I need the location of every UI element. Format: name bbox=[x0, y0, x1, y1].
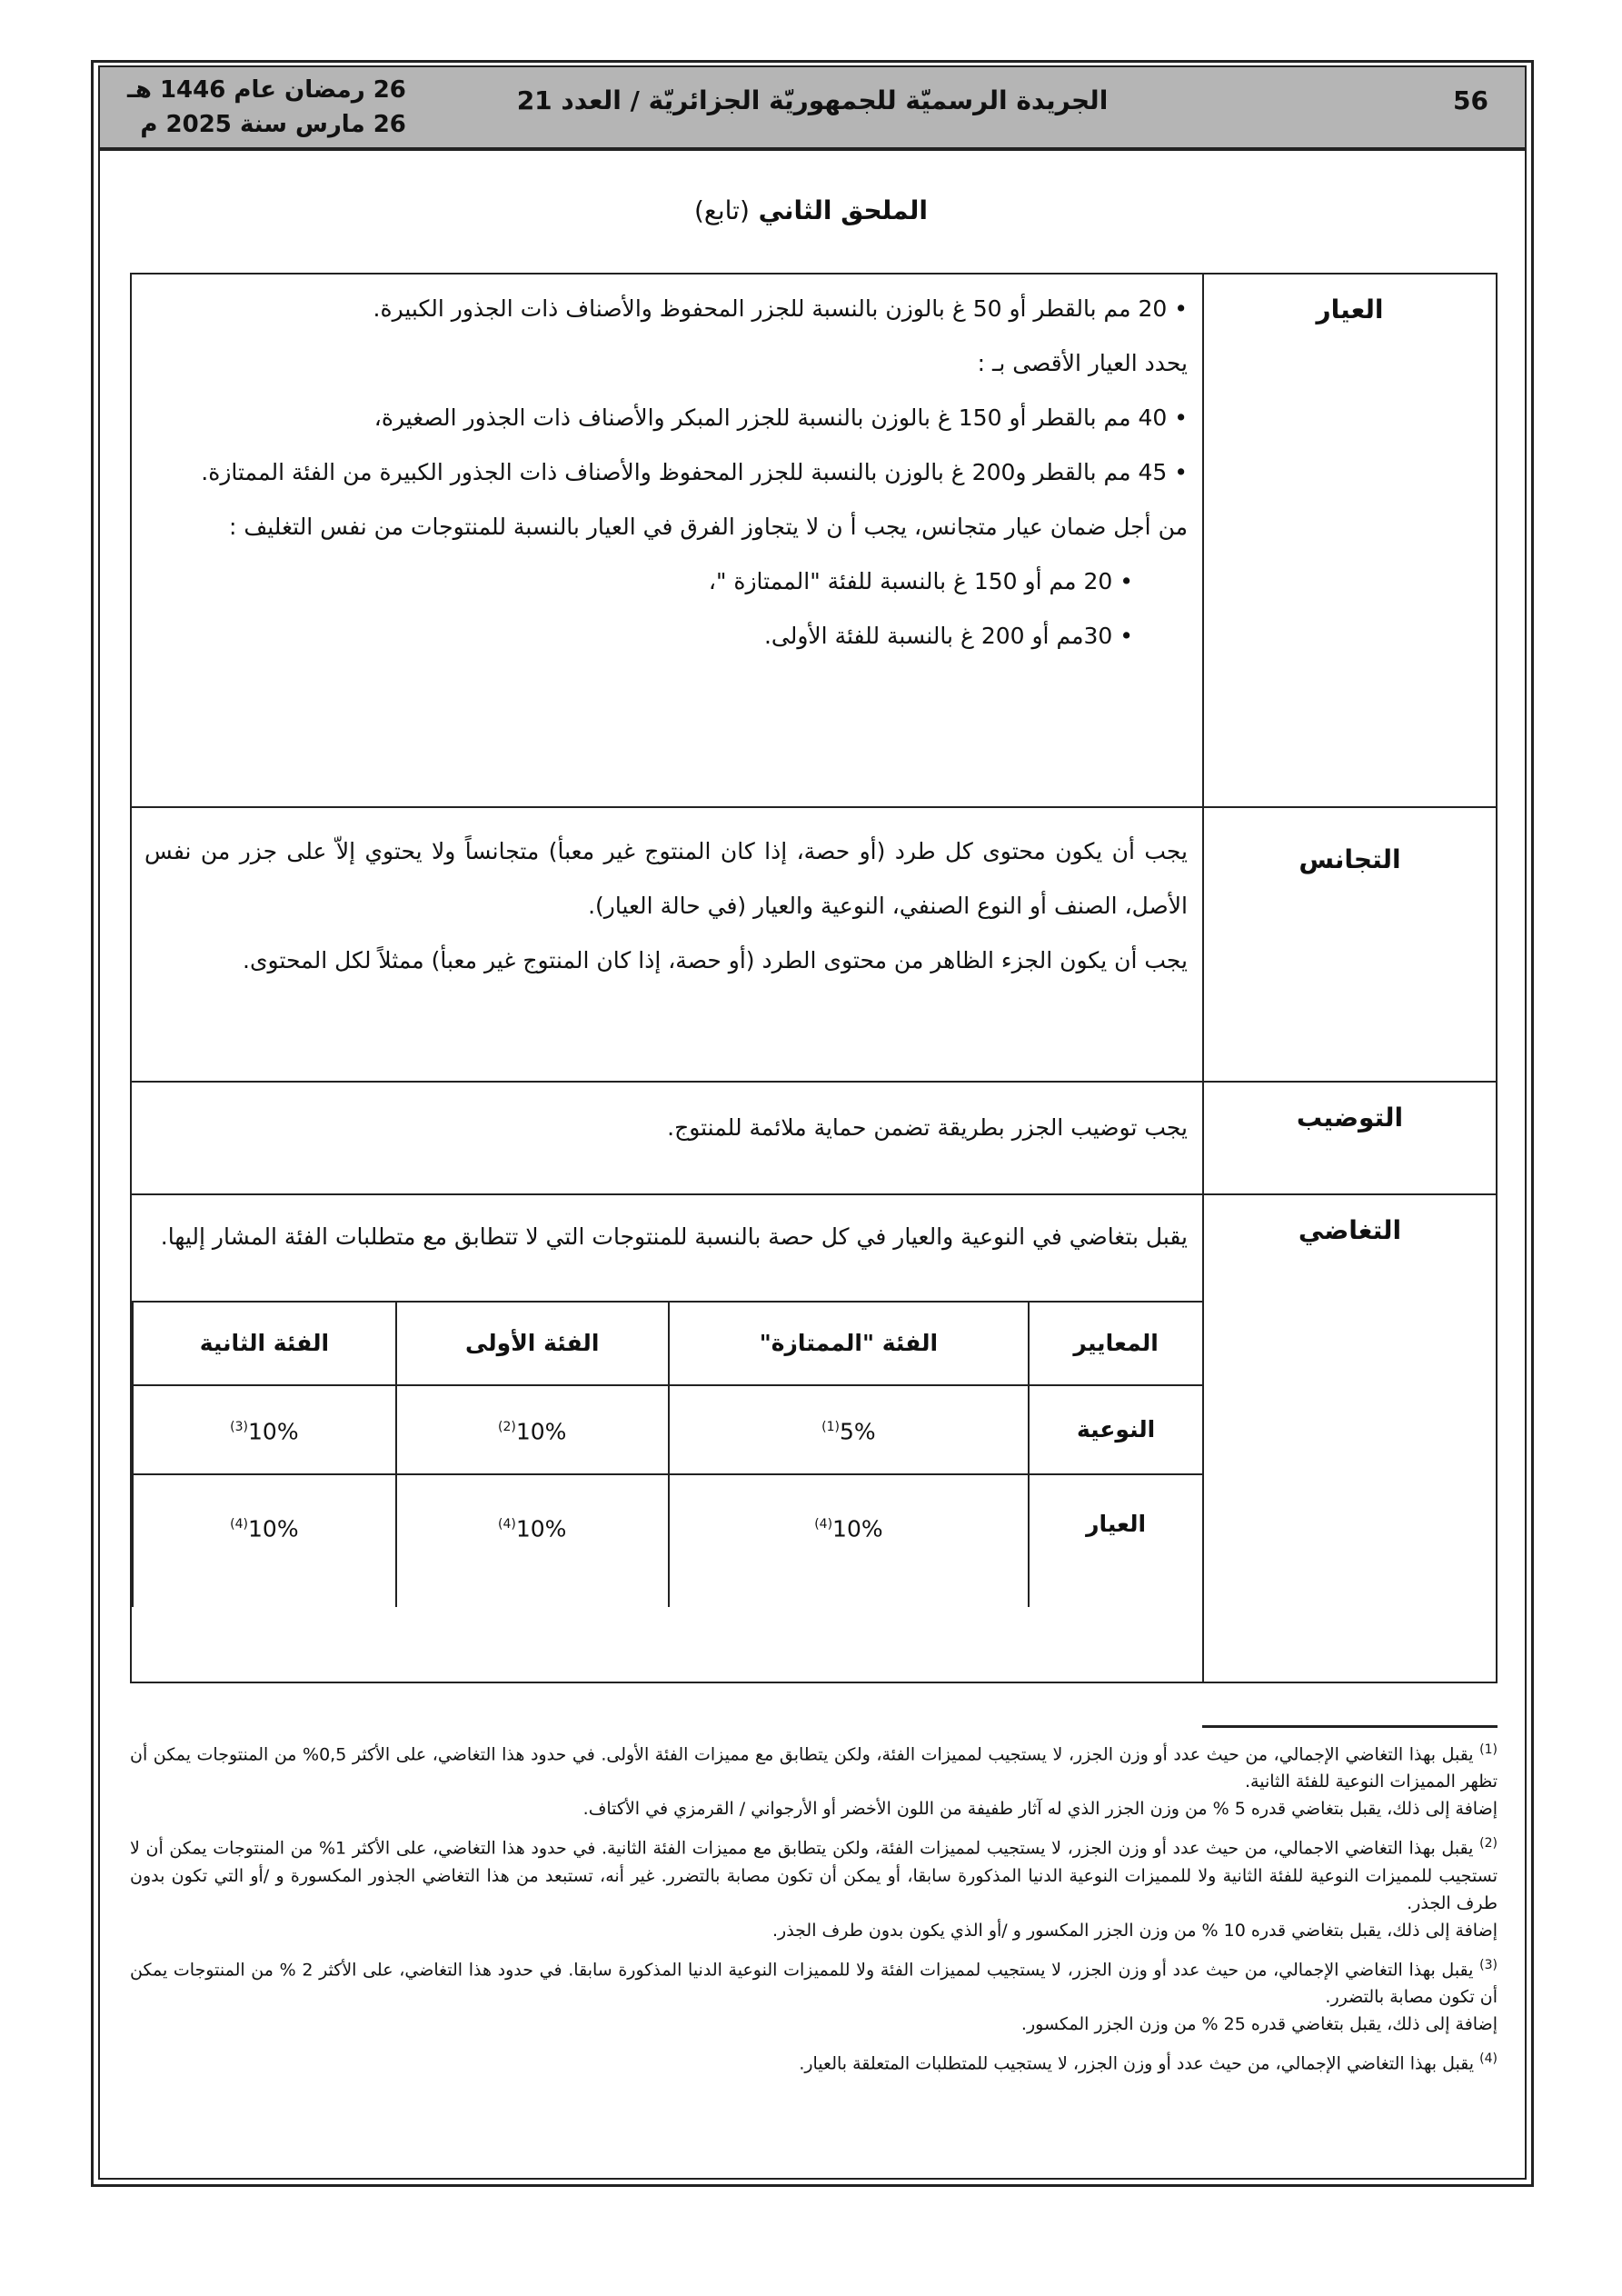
cell-value: 5% bbox=[840, 1418, 876, 1445]
issue-date bbox=[127, 73, 406, 142]
table-cell bbox=[669, 1474, 1030, 1607]
footnote-text: إضافة إلى ذلك، يقبل بتغاضي قدره 25 % من وزن الجزر المكسور. bbox=[1020, 2013, 1498, 2034]
footnote bbox=[130, 1736, 1498, 1822]
bullet-item: • 30مم أو 200 غ بالنسبة للفئة الأولى. bbox=[144, 609, 1188, 664]
cell-value: 10% bbox=[515, 1515, 567, 1542]
footnote bbox=[130, 1830, 1498, 1943]
footnote-text: إضافة إلى ذلك، يقبل بتغاضي قدره 10 % من وزن الجزر المكسور و /أو الذي يكون بدون طرف الجذر. bbox=[771, 1920, 1498, 1941]
footnote bbox=[130, 1952, 1498, 2038]
footnote-ref: (4) bbox=[230, 1517, 249, 1532]
column-header: الفئة "الممتازة" bbox=[669, 1302, 1030, 1385]
date-hijri: 26 رمضان عام 1446 هـ bbox=[127, 76, 406, 104]
row-content bbox=[132, 275, 1202, 806]
footnote-number: (2) bbox=[1479, 1836, 1498, 1852]
table-row bbox=[133, 1385, 1202, 1474]
table-header-row bbox=[133, 1302, 1202, 1385]
row-header: النوعية bbox=[1029, 1385, 1202, 1474]
bullet-item: • 40 مم بالقطر أو 150 غ بالوزن بالنسبة للجزر المبكر والأصناف ذات الجذور الصغيرة، bbox=[144, 391, 1188, 445]
gazette-title: الجريدة الرسميّة للجمهوريّة الجزائريّة / العدد 21 bbox=[516, 85, 1109, 115]
cell-value: 10% bbox=[515, 1418, 567, 1445]
paragraph: يحدد العيار الأقصى بـ : bbox=[977, 350, 1188, 376]
cell-value: 10% bbox=[248, 1418, 299, 1445]
table-cell bbox=[396, 1385, 669, 1474]
footnote-ref: (2) bbox=[497, 1420, 516, 1435]
column-header: الفئة الأولى bbox=[396, 1302, 669, 1385]
footnote-number: (3) bbox=[1479, 1957, 1498, 1972]
table-cell bbox=[133, 1385, 396, 1474]
row-content bbox=[132, 1195, 1202, 1682]
column-header: المعايير bbox=[1029, 1302, 1202, 1385]
footnote-text: إضافة إلى ذلك، يقبل بتغاضي قدره 5 % من وزن الجزر الذي له آثار طفيفة من اللون الأخضر أو الأرجواني / القرمزي في الأكتاف. bbox=[582, 1799, 1498, 1820]
date-gregorian: 26 مارس سنة 2025 م bbox=[140, 111, 406, 138]
footnote-number: (4) bbox=[1479, 2051, 1498, 2066]
paragraph: من أجل ضمان عيار متجانس، يجب أ ن لا يتجاوز الفرق في العيار بالنسبة للمنتوجات من نفس التغليف : bbox=[229, 514, 1188, 540]
bullet-item: • 20 مم بالقطر أو 50 غ بالوزن بالنسبة للجزر المحفوظ والأصناف ذات الجذور الكبيرة. bbox=[144, 282, 1188, 336]
footnote-ref: (3) bbox=[230, 1420, 249, 1435]
footnote bbox=[130, 2045, 1498, 2077]
gazette-header bbox=[100, 67, 1525, 151]
paragraph: يجب أن يكون الجزء الظاهر من محتوى الطرد (أو حصة، إذا كان المنتوج غير معبأ) ممثلاً لكل المحتوى. bbox=[243, 947, 1188, 973]
footnote-ref: (4) bbox=[814, 1517, 833, 1532]
row-tolerance bbox=[132, 1193, 1496, 1682]
footnote-ref: (4) bbox=[497, 1517, 516, 1532]
specification-table bbox=[130, 273, 1498, 1683]
footnote-separator bbox=[1202, 1725, 1498, 1728]
footnote-text: يقبل بهذا التغاضي الإجمالي، من حيث عدد أو وزن الجزر، لا يستجيب لمميزات الفئة ولا للمميزات النوعية الدنيا المذكورة سابقا. في حدود هذا التغاضي، على الأكثر 2 % من المنتوجات يمكن أن تكون مصابة بالتضرر. bbox=[130, 1959, 1498, 2007]
table-cell bbox=[396, 1474, 669, 1607]
annex-title bbox=[0, 195, 1622, 225]
footnote-text: يقبل بهذا التغاضي الاجمالي، من حيث عدد أو وزن الجزر، لا يستجيب لمميزات الفئة، ولكن يتطابق مع مميزات الفئة الثانية. في حدود هذا التغاضي، على الأكثر 1% من المنتوجات يمكن أن لا تستجيب للمميزات النوعية للفئة الثانية ولا للمميزات النوعية الدنيا المذكورة سابقا، أو يمكن أن تكون مصابة بالتضرر. غير أنه، تستبعد من هذا التغاضي الجذور المكسورة و /أو التي تكون بدون طرف الجذر. bbox=[130, 1838, 1498, 1913]
footnote-number: (1) bbox=[1479, 1742, 1498, 1757]
column-header: الفئة الثانية bbox=[133, 1302, 396, 1385]
row-content: يجب توضيب الجزر بطريقة تضمن حماية ملائمة للمنتوج. bbox=[667, 1114, 1188, 1141]
row-label: التغاضي bbox=[1202, 1195, 1496, 1682]
paragraph: يجب أن يكون محتوى كل طرد (أو حصة، إذا كان المنتوج غير معبأ) متجانساً ولا يحتوي إلاّ على جزر من نفس الأصل، الصنف أو النوع الصنفي، النوعية والعيار (في حالة العيار). bbox=[144, 838, 1188, 919]
table-row bbox=[133, 1474, 1202, 1607]
footnote-ref: (1) bbox=[821, 1420, 840, 1435]
bullet-item: • 20 مم أو 150 غ بالنسبة للفئة "الممتازة "، bbox=[144, 554, 1188, 609]
row-header: العيار bbox=[1029, 1474, 1202, 1607]
footnotes bbox=[130, 1736, 1498, 2084]
annex-suffix: (تابع) bbox=[694, 195, 750, 225]
row-label: التوضيب bbox=[1202, 1083, 1496, 1193]
footnote-text: يقبل بهذا التغاضي الإجمالي، من حيث عدد أو وزن الجزر، لا يستجيب للمتطلبات المتعلقة بالعيار. bbox=[799, 2053, 1475, 2074]
cell-value: 10% bbox=[832, 1515, 883, 1542]
table-cell bbox=[133, 1474, 396, 1607]
row-caliber bbox=[132, 275, 1496, 806]
row-label: العيار bbox=[1202, 275, 1496, 806]
bullet-item: • 45 مم بالقطر و200 غ بالوزن بالنسبة للجزر المحفوظ والأصناف ذات الجذور الكبيرة من الفئة الممتازة. bbox=[144, 445, 1188, 500]
footnote-text: يقبل بهذا التغاضي الإجمالي، من حيث عدد أو وزن الجزر، لا يستجيب لمميزات الفئة، ولكن يتطابق مع مميزات الفئة الأولى. في حدود هذا التغاضي، على الأكثر 0,5% من المنتوجات يمكن أن تظهر المميزات النوعية للفئة الثانية. bbox=[130, 1744, 1498, 1792]
annex-title-text: الملحق الثاني bbox=[758, 195, 928, 225]
cell-value: 10% bbox=[248, 1515, 299, 1542]
paragraph: يقبل بتغاضي في النوعية والعيار في كل حصة بالنسبة للمنتوجات التي لا تتطابق مع متطلبات الفئة المشار إليها. bbox=[160, 1223, 1188, 1250]
tolerance-table bbox=[132, 1301, 1202, 1607]
page-number: 56 bbox=[1453, 85, 1488, 115]
table-cell bbox=[669, 1385, 1030, 1474]
row-content bbox=[132, 808, 1202, 1081]
row-homogeneity bbox=[132, 806, 1496, 1081]
row-packaging bbox=[132, 1081, 1496, 1193]
row-label: التجانس bbox=[1202, 808, 1496, 1081]
